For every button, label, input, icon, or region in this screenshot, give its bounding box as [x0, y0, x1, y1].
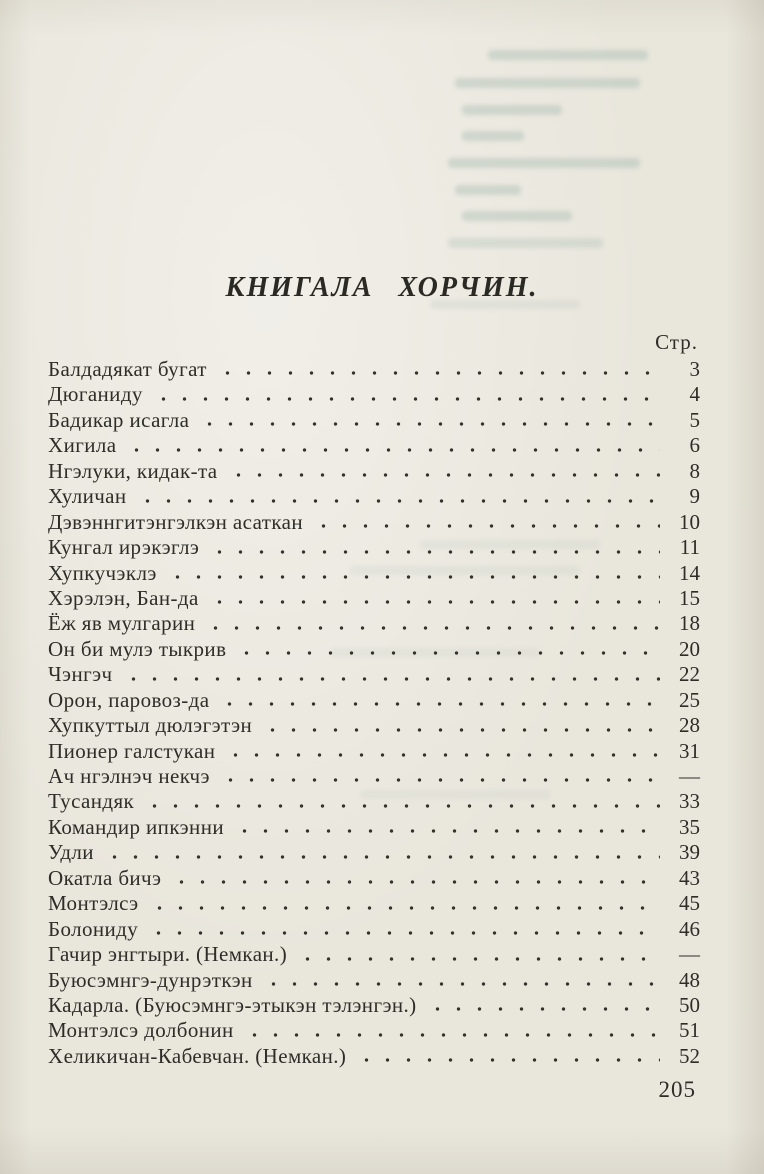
toc-entry-title: Кунгал ирэкэглэ	[48, 535, 200, 560]
toc-entry-page: 20	[679, 636, 700, 661]
leader-dots	[210, 764, 664, 789]
toc-entry-page: 11	[679, 535, 700, 560]
toc-row	[48, 789, 700, 814]
toc-entry-title: Буюсэмнгэ-дунрэткэн	[48, 967, 253, 992]
toc-row	[48, 510, 700, 535]
toc-entry-page: 45	[679, 891, 700, 916]
toc-row	[48, 1018, 700, 1043]
toc-entry-title: Балдадякат бугат	[48, 357, 207, 381]
leader-dots	[161, 866, 664, 891]
toc-entry-title: Бадикар исагла	[48, 407, 190, 432]
toc-entry-page: 39	[679, 840, 700, 865]
toc-entry-page: 22	[679, 662, 700, 687]
toc-entry-page: 18	[679, 611, 700, 636]
leader-dots	[199, 535, 664, 560]
toc-row	[48, 586, 700, 611]
toc-row	[48, 993, 700, 1018]
toc-entry-title: Тусандяк	[48, 789, 135, 814]
leader-dots	[215, 739, 664, 764]
leader-dots	[189, 408, 664, 433]
leader-dots	[127, 484, 664, 509]
toc-row	[48, 357, 700, 382]
toc-entry-page: 15	[679, 585, 700, 610]
toc-entry-title: Хупкуттыл дюлэгэтэн	[48, 713, 253, 738]
toc-entry-title: Хеликичан-Кабевчан. (Немкан.)	[48, 1043, 347, 1068]
toc-entry-title: Окатла бичэ	[48, 865, 162, 890]
toc-entry-title: Монтэлсэ	[48, 891, 139, 916]
leader-dots	[417, 993, 664, 1018]
toc-entry-title: Ач нгэлнэч некчэ	[48, 764, 210, 788]
leader-dots	[199, 586, 664, 611]
toc-entry-page: 9	[689, 484, 700, 509]
toc-row	[48, 891, 700, 916]
leader-dots	[157, 561, 664, 586]
leader-dots	[138, 917, 664, 942]
leader-dots	[143, 382, 664, 407]
toc-row	[48, 815, 700, 840]
toc-row	[48, 535, 700, 560]
toc-entry-title: Хупкучэклэ	[48, 560, 157, 585]
toc-row	[48, 713, 700, 738]
toc-entry-title: Командир ипкэнни	[48, 814, 224, 839]
toc-entry-page: 43	[679, 865, 700, 890]
toc-entry-page: 51	[679, 1018, 700, 1043]
leader-dots	[287, 942, 664, 967]
leader-dots	[303, 510, 664, 535]
toc-entry-title: Хэрэлэн, Бан-да	[48, 585, 199, 610]
leader-dots	[224, 815, 664, 840]
toc-entry-page: 5	[689, 407, 700, 432]
toc-entry-page: 4	[689, 382, 700, 407]
toc-entry-title: Дэвэннгитэнгэлкэн асаткан	[48, 509, 303, 534]
toc-row	[48, 840, 700, 865]
toc-entry-title: Чэнгэч	[48, 662, 113, 687]
leader-dots	[139, 891, 665, 916]
toc-entry-title: Дюганиду	[48, 382, 143, 407]
leader-dots	[113, 662, 665, 687]
leader-dots	[218, 459, 664, 484]
toc-row	[48, 1044, 700, 1069]
toc-entry-title: Пионер галстукан	[48, 738, 216, 763]
toc-entry-page: 52	[679, 1043, 700, 1068]
toc-entry-page: 8	[689, 458, 700, 483]
toc-entry-title: Ёж яв мулгарин	[48, 611, 196, 636]
toc-entry-title: Удли	[48, 840, 94, 865]
leader-dots	[234, 1018, 664, 1043]
toc-row	[48, 484, 700, 509]
toc-entry-page: 14	[679, 560, 700, 585]
leader-dots	[252, 713, 664, 738]
toc-entry-page: 48	[679, 967, 700, 992]
toc-list	[48, 357, 700, 1069]
page-column-header: Стр.	[655, 330, 698, 354]
toc-row	[48, 688, 700, 713]
toc-row	[48, 382, 700, 407]
toc-entry-page: 3	[689, 357, 700, 381]
toc-row	[48, 662, 700, 687]
toc-entry-title: Болониду	[48, 916, 139, 941]
toc-entry-page: 33	[679, 789, 700, 814]
toc-entry-title: Гачир энгтыри. (Немкан.)	[48, 942, 288, 967]
toc-entry-page: 50	[679, 992, 700, 1017]
leader-dots	[226, 637, 664, 662]
toc-entry-page: 25	[679, 687, 700, 712]
leader-dots	[207, 357, 664, 382]
toc-row	[48, 917, 700, 942]
toc-row	[48, 866, 700, 891]
toc-entry-page: —	[679, 942, 700, 967]
toc-entry-page: 46	[679, 916, 700, 941]
toc-entry-page: 31	[679, 738, 700, 763]
toc-entry-page: 10	[679, 509, 700, 534]
toc-row	[48, 611, 700, 636]
leader-dots	[346, 1044, 664, 1069]
toc-row	[48, 942, 700, 967]
toc-row	[48, 459, 700, 484]
toc-row	[48, 764, 700, 789]
leader-dots	[134, 789, 664, 814]
toc-entry-title: Кадарла. (Буюсэмнгэ-этыкэн тэлэнгэн.)	[48, 992, 417, 1017]
toc-entry-title: Хигила	[48, 433, 117, 458]
leader-dots	[195, 611, 664, 636]
toc-entry-page: 28	[679, 713, 700, 738]
toc-entry-title: Он би мулэ тыкрив	[48, 636, 227, 661]
toc-row	[48, 637, 700, 662]
toc-row	[48, 433, 700, 458]
toc-entry-page: 35	[679, 814, 700, 839]
leader-dots	[94, 840, 664, 865]
toc-entry-title: Нгэлуки, кидак-та	[48, 458, 218, 483]
toc-entry-title: Орон, паровоз-да	[48, 687, 210, 712]
leader-dots	[209, 688, 664, 713]
toc-entry-page: —	[679, 764, 700, 788]
leader-dots	[253, 968, 664, 993]
toc-row	[48, 561, 700, 586]
leader-dots	[116, 433, 664, 458]
toc-entry-page: 6	[689, 433, 700, 458]
toc-row	[48, 739, 700, 764]
folio-page-number: 205	[658, 1077, 696, 1102]
toc-row	[48, 968, 700, 993]
toc-row	[48, 408, 700, 433]
toc-title: КНИГАЛА ХОРЧИН.	[225, 272, 539, 303]
toc-entry-title: Монтэлсэ долбонин	[48, 1018, 234, 1043]
toc-entry-title: Хуличан	[48, 484, 127, 509]
